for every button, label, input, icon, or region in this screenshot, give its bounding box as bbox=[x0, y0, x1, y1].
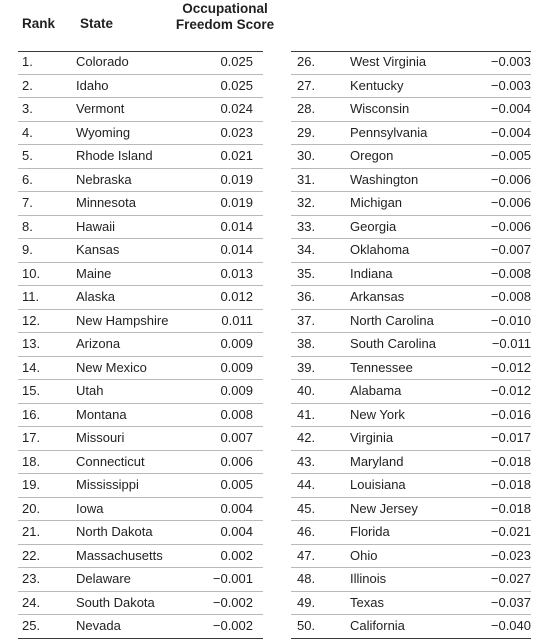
rank-cell: 27. bbox=[297, 77, 316, 93]
rank-cell: 13. bbox=[22, 336, 41, 351]
state-cell: Wyoming bbox=[76, 124, 131, 140]
score-cell: 0.009 bbox=[220, 359, 253, 375]
table-row bbox=[291, 592, 531, 616]
table-row bbox=[291, 286, 531, 310]
score-column-header bbox=[168, 1, 282, 33]
rank-cell: 25. bbox=[22, 618, 41, 633]
score-cell: 0.007 bbox=[220, 430, 253, 445]
state-cell: New York bbox=[350, 406, 405, 422]
score-cell: −0.006 bbox=[490, 171, 531, 187]
score-cell: 0.019 bbox=[220, 171, 253, 187]
rank-cell: 38. bbox=[297, 336, 316, 351]
rank-cell: 10. bbox=[22, 265, 41, 281]
score-cell: −0.018 bbox=[490, 477, 531, 492]
table-row bbox=[291, 521, 531, 545]
state-cell: Rhode Island bbox=[76, 148, 153, 163]
state-cell: Arkansas bbox=[350, 289, 405, 304]
score-cell: 0.013 bbox=[220, 265, 253, 281]
rank-cell: 8. bbox=[22, 218, 33, 234]
score-cell: 0.004 bbox=[220, 500, 253, 516]
rank-cell: 42. bbox=[297, 430, 316, 445]
score-cell: −0.027 bbox=[490, 571, 531, 586]
table-row bbox=[291, 216, 531, 240]
table-row bbox=[291, 427, 531, 451]
score-cell: 0.019 bbox=[220, 195, 253, 210]
rank-cell: 30. bbox=[297, 148, 316, 163]
rank-cell: 31. bbox=[297, 171, 316, 187]
table-row bbox=[18, 474, 263, 498]
score-header-line-1: Occupational bbox=[182, 1, 268, 16]
table-row bbox=[18, 615, 263, 639]
rank-cell: 14. bbox=[22, 359, 41, 375]
table-row bbox=[291, 451, 531, 475]
rank-cell: 11. bbox=[22, 289, 40, 304]
state-cell: New Mexico bbox=[76, 359, 147, 375]
rank-cell: 20. bbox=[22, 500, 41, 516]
rank-cell: 6. bbox=[22, 171, 33, 187]
rank-cell: 29. bbox=[297, 124, 316, 140]
state-cell: Arizona bbox=[76, 336, 121, 351]
score-cell: −0.007 bbox=[490, 242, 531, 257]
rank-cell: 1. bbox=[22, 54, 33, 69]
score-cell: 0.014 bbox=[220, 218, 253, 234]
score-cell: −0.012 bbox=[490, 359, 531, 375]
rank-cell: 23. bbox=[22, 571, 41, 586]
rank-cell: 2. bbox=[22, 77, 33, 93]
score-cell: 0.025 bbox=[220, 77, 253, 93]
score-cell: 0.005 bbox=[220, 477, 253, 492]
rank-cell: 39. bbox=[297, 359, 316, 375]
rank-cell: 3. bbox=[22, 101, 33, 116]
score-cell: −0.002 bbox=[212, 618, 253, 633]
rank-cell: 15. bbox=[22, 383, 41, 398]
rank-cell: 18. bbox=[22, 453, 41, 469]
table-row bbox=[18, 98, 263, 122]
state-cell: Maine bbox=[76, 265, 112, 281]
table-row bbox=[18, 145, 263, 169]
rank-cell: 21. bbox=[22, 524, 41, 539]
rank-cell: 26. bbox=[297, 54, 316, 69]
score-cell: 0.021 bbox=[220, 148, 253, 163]
rank-cell: 35. bbox=[297, 265, 316, 281]
state-cell: Kansas bbox=[76, 242, 120, 257]
state-cell: North Dakota bbox=[76, 524, 153, 539]
score-cell: −0.018 bbox=[490, 500, 531, 516]
state-cell: Iowa bbox=[76, 500, 104, 516]
score-cell: 0.004 bbox=[220, 524, 253, 539]
score-cell: 0.002 bbox=[220, 547, 253, 563]
table-row bbox=[18, 451, 263, 475]
score-cell: 0.012 bbox=[220, 289, 253, 304]
table-row bbox=[18, 380, 263, 404]
state-cell: Nebraska bbox=[76, 171, 132, 187]
state-cell: West Virginia bbox=[350, 54, 427, 69]
state-cell: Mississippi bbox=[76, 477, 139, 492]
table-row bbox=[291, 51, 531, 75]
table-row bbox=[291, 239, 531, 263]
rank-cell: 5. bbox=[22, 148, 33, 163]
rank-cell: 22. bbox=[22, 547, 41, 563]
rank-cell: 48. bbox=[297, 571, 316, 586]
state-cell: South Carolina bbox=[350, 336, 436, 351]
rank-cell: 46. bbox=[297, 524, 316, 539]
table-row bbox=[291, 263, 531, 287]
state-cell: Georgia bbox=[350, 218, 397, 234]
state-cell: Alaska bbox=[76, 289, 116, 304]
score-cell: −0.008 bbox=[490, 265, 531, 281]
rank-cell: 32. bbox=[297, 195, 316, 210]
table-row bbox=[18, 333, 263, 357]
score-cell: 0.009 bbox=[220, 336, 253, 351]
score-cell: 0.009 bbox=[220, 383, 253, 398]
table-row bbox=[291, 404, 531, 428]
score-cell: −0.003 bbox=[490, 77, 531, 93]
table-row bbox=[18, 192, 263, 216]
rank-cell: 37. bbox=[297, 312, 316, 328]
table-row bbox=[291, 568, 531, 592]
table-row bbox=[18, 357, 263, 381]
rank-cell: 44. bbox=[297, 477, 316, 492]
state-cell: Florida bbox=[350, 524, 390, 539]
table-row bbox=[18, 216, 263, 240]
score-cell: −0.021 bbox=[490, 524, 531, 539]
rank-cell: 49. bbox=[297, 594, 316, 610]
table-row bbox=[291, 310, 531, 334]
state-cell: Massachusetts bbox=[76, 547, 163, 563]
table-row bbox=[291, 122, 531, 146]
rank-cell: 16. bbox=[22, 406, 41, 422]
score-cell: 0.023 bbox=[220, 124, 253, 140]
score-cell: −0.012 bbox=[490, 383, 531, 398]
state-cell: Delaware bbox=[76, 571, 131, 586]
state-cell: Missouri bbox=[76, 430, 125, 445]
state-cell: Colorado bbox=[76, 54, 129, 69]
rank-cell: 19. bbox=[22, 477, 41, 492]
table-row bbox=[291, 615, 531, 639]
ranking-column-right bbox=[291, 51, 531, 633]
state-cell: Vermont bbox=[76, 101, 125, 116]
rank-cell: 24. bbox=[22, 594, 41, 610]
table-row bbox=[18, 521, 263, 545]
table-row bbox=[18, 239, 263, 263]
table-row bbox=[18, 169, 263, 193]
score-cell: −0.004 bbox=[490, 124, 531, 140]
score-cell: −0.003 bbox=[490, 54, 531, 69]
table-row bbox=[291, 357, 531, 381]
state-cell: Maryland bbox=[350, 453, 404, 469]
table-row bbox=[291, 498, 531, 522]
score-cell: 0.011 bbox=[221, 312, 253, 328]
rank-cell: 50. bbox=[297, 618, 316, 633]
score-cell: 0.014 bbox=[220, 242, 253, 257]
table-row bbox=[291, 75, 531, 99]
state-cell: Illinois bbox=[350, 571, 387, 586]
table-row bbox=[18, 263, 263, 287]
table-row bbox=[18, 51, 263, 75]
state-cell: Ohio bbox=[350, 547, 378, 563]
rank-cell: 4. bbox=[22, 124, 33, 140]
score-cell: −0.008 bbox=[490, 289, 531, 304]
score-cell: 0.006 bbox=[220, 453, 253, 469]
state-cell: Indiana bbox=[350, 265, 393, 281]
state-cell: Virginia bbox=[350, 430, 394, 445]
table-row bbox=[18, 122, 263, 146]
state-cell: Utah bbox=[76, 383, 104, 398]
table-row bbox=[291, 192, 531, 216]
table-row bbox=[18, 427, 263, 451]
table-row bbox=[18, 310, 263, 334]
rank-cell: 40. bbox=[297, 383, 316, 398]
rank-cell: 34. bbox=[297, 242, 316, 257]
state-cell: Montana bbox=[76, 406, 127, 422]
score-cell: −0.040 bbox=[490, 618, 531, 633]
score-cell: −0.023 bbox=[490, 547, 531, 563]
rank-column-header: Rank bbox=[22, 16, 56, 31]
ranking-column-left bbox=[18, 51, 263, 633]
rank-cell: 33. bbox=[297, 218, 316, 234]
score-cell: −0.006 bbox=[490, 195, 531, 210]
score-cell: −0.002 bbox=[212, 594, 253, 610]
state-cell: Hawaii bbox=[76, 218, 116, 234]
state-cell: Texas bbox=[350, 594, 384, 610]
score-header-line-2: Freedom Score bbox=[175, 17, 275, 32]
rank-cell: 41. bbox=[297, 406, 316, 422]
table-row bbox=[291, 380, 531, 404]
table-row bbox=[291, 545, 531, 569]
state-cell: Minnesota bbox=[76, 195, 136, 210]
table-row bbox=[18, 545, 263, 569]
state-cell: Oklahoma bbox=[350, 242, 410, 257]
score-cell: −0.001 bbox=[212, 571, 253, 586]
score-cell: −0.004 bbox=[490, 101, 531, 116]
table-row bbox=[18, 75, 263, 99]
rank-cell: 43. bbox=[297, 453, 316, 469]
state-cell: Kentucky bbox=[350, 77, 404, 93]
score-cell: −0.018 bbox=[490, 453, 531, 469]
rank-cell: 45. bbox=[297, 500, 316, 516]
rank-cell: 12. bbox=[22, 312, 41, 328]
table-row bbox=[18, 404, 263, 428]
table-row bbox=[18, 498, 263, 522]
state-cell: Nevada bbox=[76, 618, 121, 633]
state-cell: Connecticut bbox=[76, 453, 145, 469]
rank-cell: 36. bbox=[297, 289, 316, 304]
state-column-header: State bbox=[80, 16, 114, 31]
table-row bbox=[291, 98, 531, 122]
state-cell: South Dakota bbox=[76, 594, 155, 610]
rank-cell: 47. bbox=[297, 547, 316, 563]
table-row bbox=[291, 145, 531, 169]
state-cell: Idaho bbox=[76, 77, 109, 93]
table-row bbox=[18, 286, 263, 310]
state-cell: Wisconsin bbox=[350, 101, 410, 116]
table-row bbox=[291, 169, 531, 193]
state-cell: California bbox=[350, 618, 405, 633]
rank-cell: 9. bbox=[22, 242, 33, 257]
table-row bbox=[18, 568, 263, 592]
score-cell: −0.006 bbox=[490, 218, 531, 234]
state-cell: North Carolina bbox=[350, 312, 434, 328]
state-cell: Louisiana bbox=[350, 477, 406, 492]
state-cell: Washington bbox=[350, 171, 419, 187]
state-cell: Oregon bbox=[350, 148, 394, 163]
state-cell: Michigan bbox=[350, 195, 403, 210]
state-cell: Tennessee bbox=[350, 359, 413, 375]
table-header bbox=[0, 0, 553, 48]
score-cell: −0.011 bbox=[491, 336, 531, 351]
state-cell: Alabama bbox=[350, 383, 402, 398]
score-cell: 0.024 bbox=[220, 101, 253, 116]
state-cell: Pennsylvania bbox=[350, 124, 428, 140]
score-cell: −0.037 bbox=[490, 594, 531, 610]
state-cell: New Jersey bbox=[350, 500, 418, 516]
score-cell: 0.008 bbox=[220, 406, 253, 422]
rank-cell: 17. bbox=[22, 430, 41, 445]
table-row bbox=[291, 333, 531, 357]
table-row bbox=[291, 474, 531, 498]
score-cell: −0.005 bbox=[490, 148, 531, 163]
score-cell: −0.017 bbox=[490, 430, 531, 445]
score-cell: −0.016 bbox=[490, 406, 531, 422]
rank-cell: 7. bbox=[22, 195, 33, 210]
score-cell: −0.010 bbox=[490, 312, 531, 328]
state-cell: New Hampshire bbox=[76, 312, 169, 328]
rank-cell: 28. bbox=[297, 101, 316, 116]
table-row bbox=[18, 592, 263, 616]
score-cell: 0.025 bbox=[220, 54, 253, 69]
